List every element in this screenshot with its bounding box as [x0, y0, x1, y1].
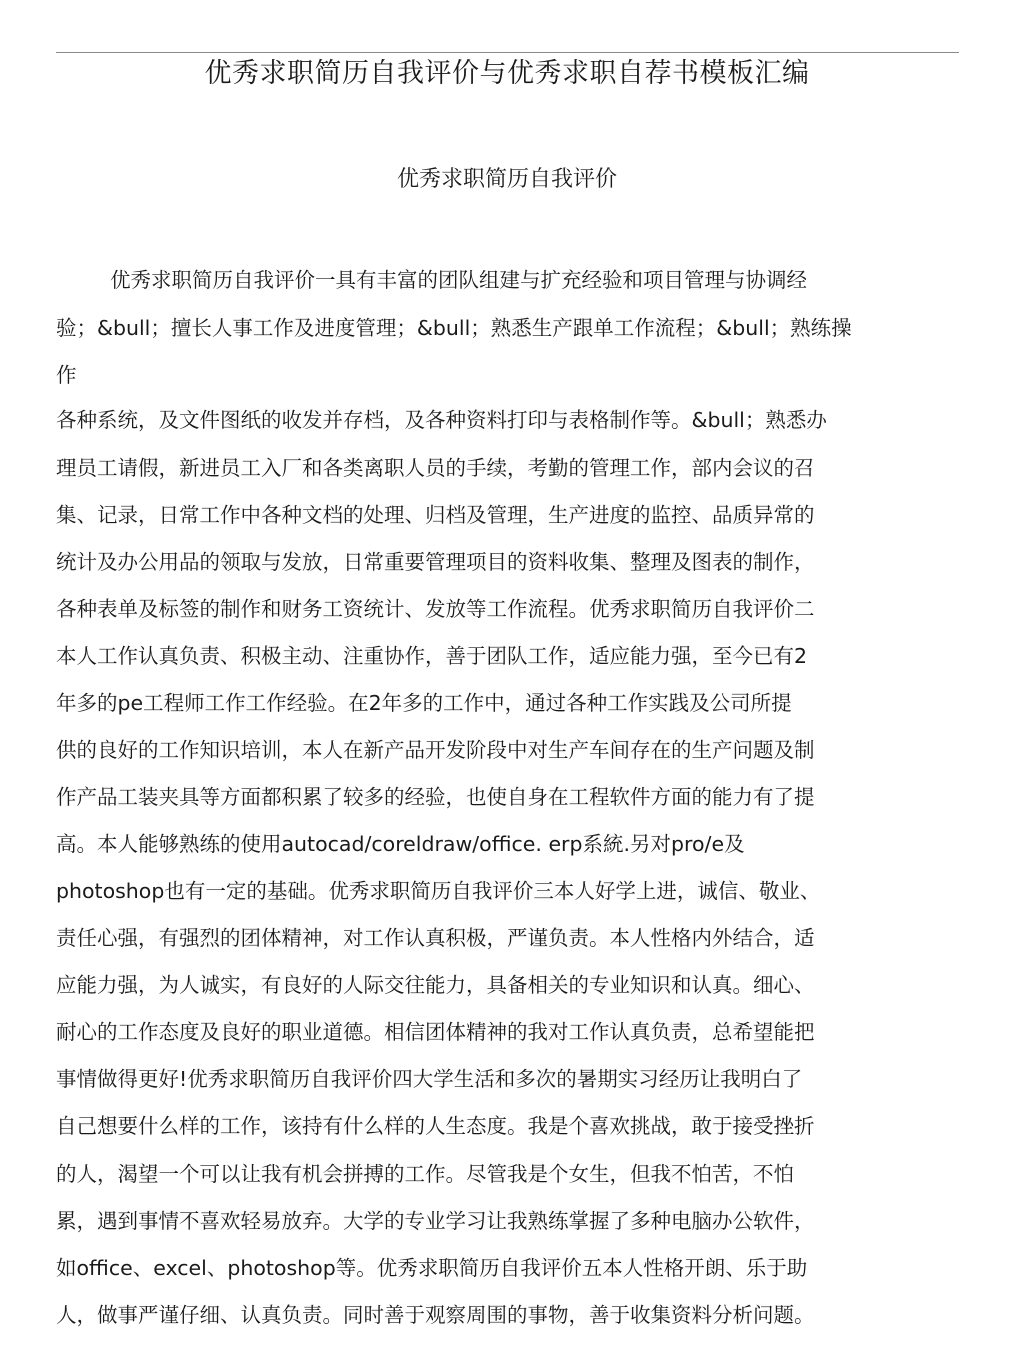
- body-line: 自己想要什么样的工作，该持有什么样的人生态度。我是个喜欢挑战，敢于接受挫折: [56, 1114, 815, 1138]
- body-line: 作产品工装夹具等方面都积累了较多的经验，也使自身在工程软件方面的能力有了提: [56, 785, 815, 809]
- body-line: 作: [56, 363, 77, 387]
- body-line: 理员工请假，新进员工入厂和各类离职人员的手续，考勤的管理工作，部内会议的召: [56, 456, 815, 480]
- body-line: 人，做事严谨仔细、认真负责。同时善于观察周围的事物，善于收集资料分析问题。: [56, 1303, 815, 1327]
- body-line: photoshop也有一定的基础。优秀求职简历自我评价三本人好学上进，诚信、敬业、: [56, 879, 821, 903]
- body-line: 应能力强，为人诚实，有良好的人际交往能力，具备相关的专业知识和认真。细心、: [56, 973, 815, 997]
- body-line: 耐心的工作态度及良好的职业道德。相信团体精神的我对工作认真负责，总希望能把: [56, 1020, 815, 1044]
- body-line: 统计及办公用品的领取与发放，日常重要管理项目的资料收集、整理及图表的制作，: [56, 550, 815, 574]
- header-rule: [56, 52, 959, 53]
- body-line: 各种表单及标签的制作和财务工资统计、发放等工作流程。优秀求职简历自我评价二: [56, 597, 815, 621]
- body-line: 如office、excel、photoshop等。优秀求职简历自我评价五本人性格开朗、乐于助: [56, 1256, 808, 1280]
- body-line: 集、记录，日常工作中各种文档的处理、归档及管理，生产进度的监控、品质异常的: [56, 503, 815, 527]
- body-line: 验；&bull；擅长人事工作及进度管理；&bull；熟悉生产跟单工作流程；&bull；熟练操: [56, 316, 852, 340]
- body-line: 供的良好的工作知识培训，本人在新产品开发阶段中对生产车间存在的生产问题及制: [56, 738, 815, 762]
- body-line: 责任心强，有强烈的团体精神，对工作认真积极，严谨负责。本人性格内外结合，适: [56, 926, 815, 950]
- section-title: 优秀求职简历自我评价: [396, 167, 617, 192]
- body-line: 累，遇到事情不喜欢轻易放弃。大学的专业学习让我熟练掌握了多种电脑办公软件，: [56, 1209, 815, 1233]
- body-line: 各种系统，及文件图纸的收发并存档，及各种资料打印与表格制作等。&bull；熟悉办: [56, 408, 827, 432]
- body-line: 本人工作认真负责、积极主动、注重协作，善于团队工作，适应能力强，至今已有2: [56, 644, 808, 668]
- body-line: 高。本人能够熟练的使用autocad/coreldraw/office. erp系統.另对pro/e及: [56, 832, 745, 856]
- body-line: 年多的pe工程师工作工作经验。在2年多的工作中，通过各种工作实践及公司所提: [56, 691, 792, 715]
- body-line: 事情做得更好!优秀求职简历自我评价四大学生活和多次的暑期实习经历让我明白了: [56, 1067, 803, 1091]
- body-line: 优秀求职简历自我评价一具有丰富的团队组建与扩充经验和项目管理与协调经: [110, 268, 807, 292]
- body-line: 的人，渴望一个可以让我有机会拼搏的工作。尽管我是个女生，但我不怕苦，不怕: [56, 1162, 794, 1186]
- document-title: 优秀求职简历自我评价与优秀求职自荐书模板汇编: [204, 58, 810, 89]
